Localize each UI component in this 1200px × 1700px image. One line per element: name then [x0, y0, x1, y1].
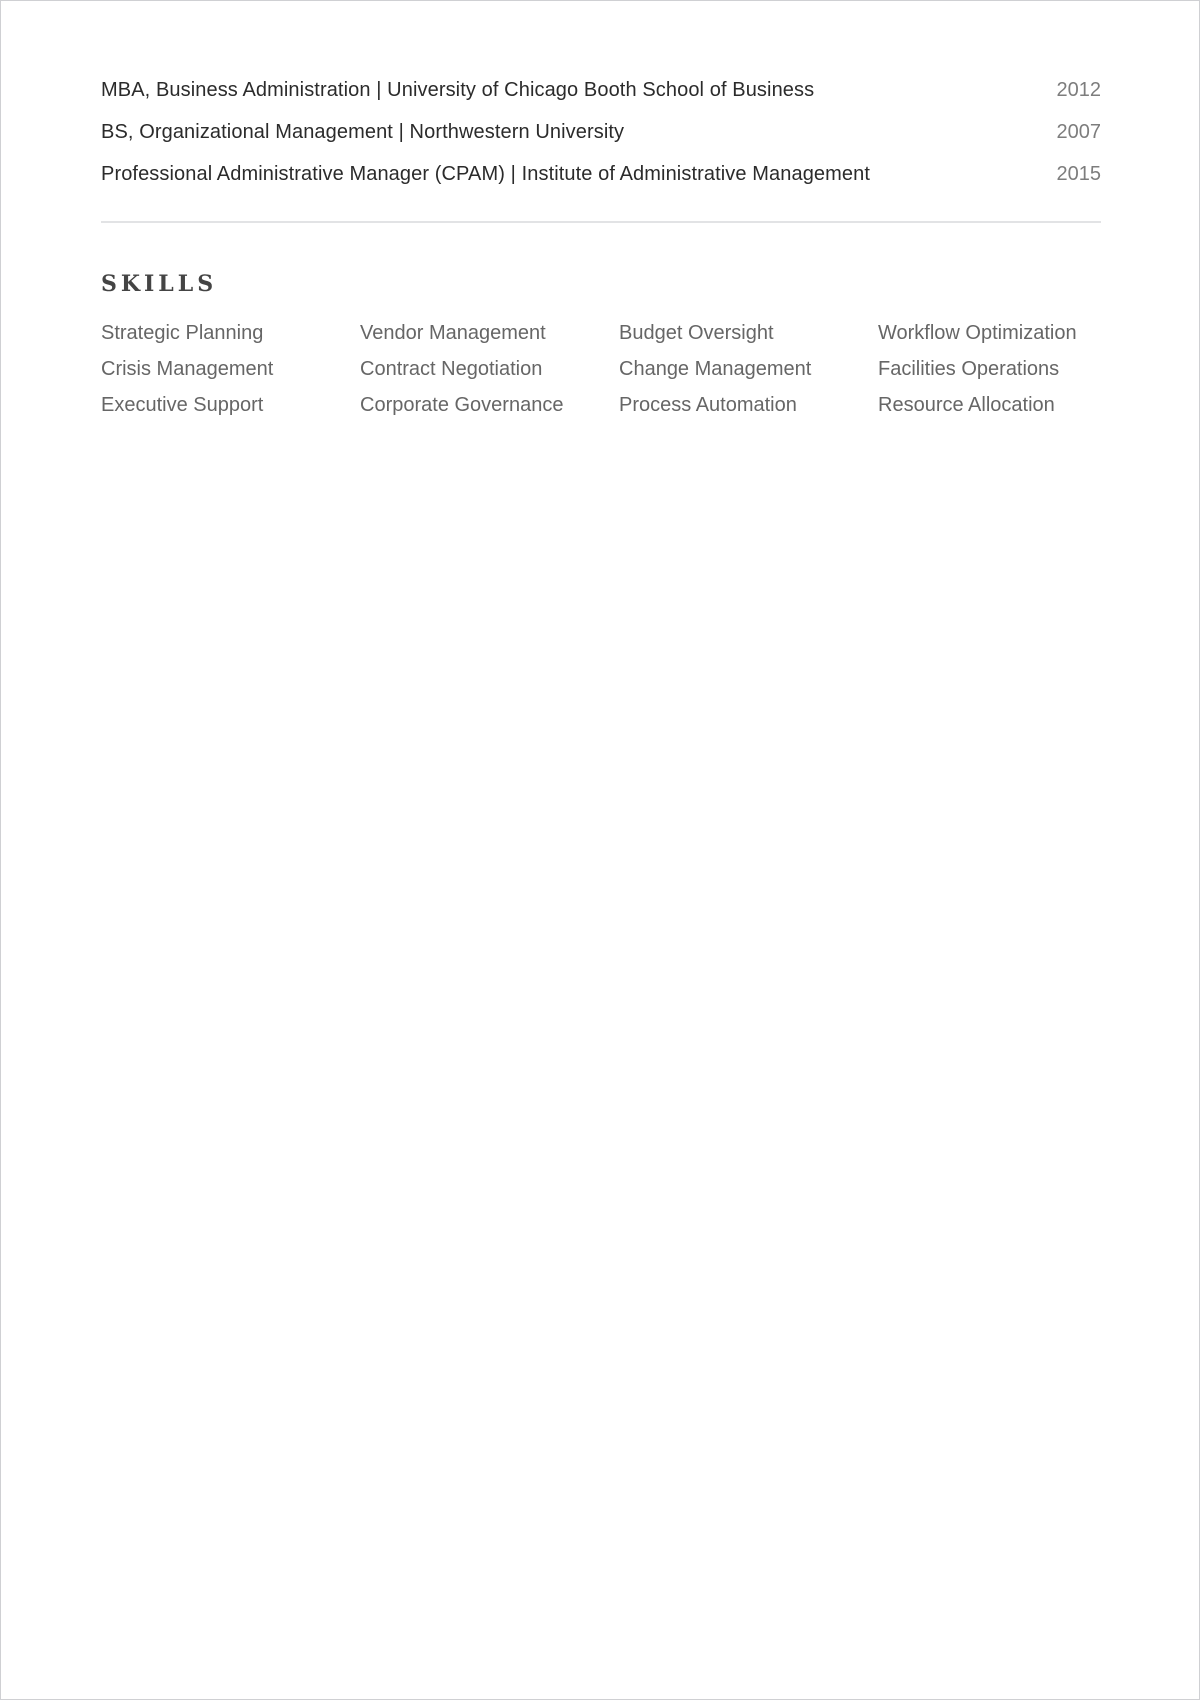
skill-item: Workflow Optimization	[878, 322, 1077, 344]
education-list	[101, 77, 1101, 203]
skills-heading: SKILLS	[101, 271, 218, 297]
education-entry	[101, 161, 1101, 203]
education-year: 2012	[1056, 79, 1101, 101]
education-degree: BS, Organizational Management | Northwestern University	[101, 121, 625, 143]
education-year: 2015	[1056, 163, 1101, 185]
education-degree: MBA, Business Administration | University of Chicago Booth School of Business	[101, 79, 815, 101]
skill-item: Facilities Operations	[878, 358, 1060, 380]
skill-item: Strategic Planning	[101, 322, 264, 344]
skill-item: Change Management	[619, 358, 812, 380]
skills-grid	[101, 321, 1101, 417]
skill-item: Resource Allocation	[878, 394, 1055, 416]
skill-item: Executive Support	[101, 394, 264, 416]
skill-item: Process Automation	[619, 394, 797, 416]
skill-item: Budget Oversight	[619, 322, 774, 344]
education-degree: Professional Administrative Manager (CPAM) | Institute of Administrative Management	[101, 163, 871, 185]
education-year: 2007	[1056, 121, 1101, 143]
education-entry	[101, 77, 1101, 119]
skill-item: Vendor Management	[360, 322, 546, 344]
skill-item: Corporate Governance	[360, 394, 564, 416]
resume-content	[101, 77, 1101, 417]
skill-item: Contract Negotiation	[360, 358, 543, 380]
skill-item: Crisis Management	[101, 358, 274, 380]
education-entry	[101, 119, 1101, 161]
section-divider	[101, 221, 1101, 223]
